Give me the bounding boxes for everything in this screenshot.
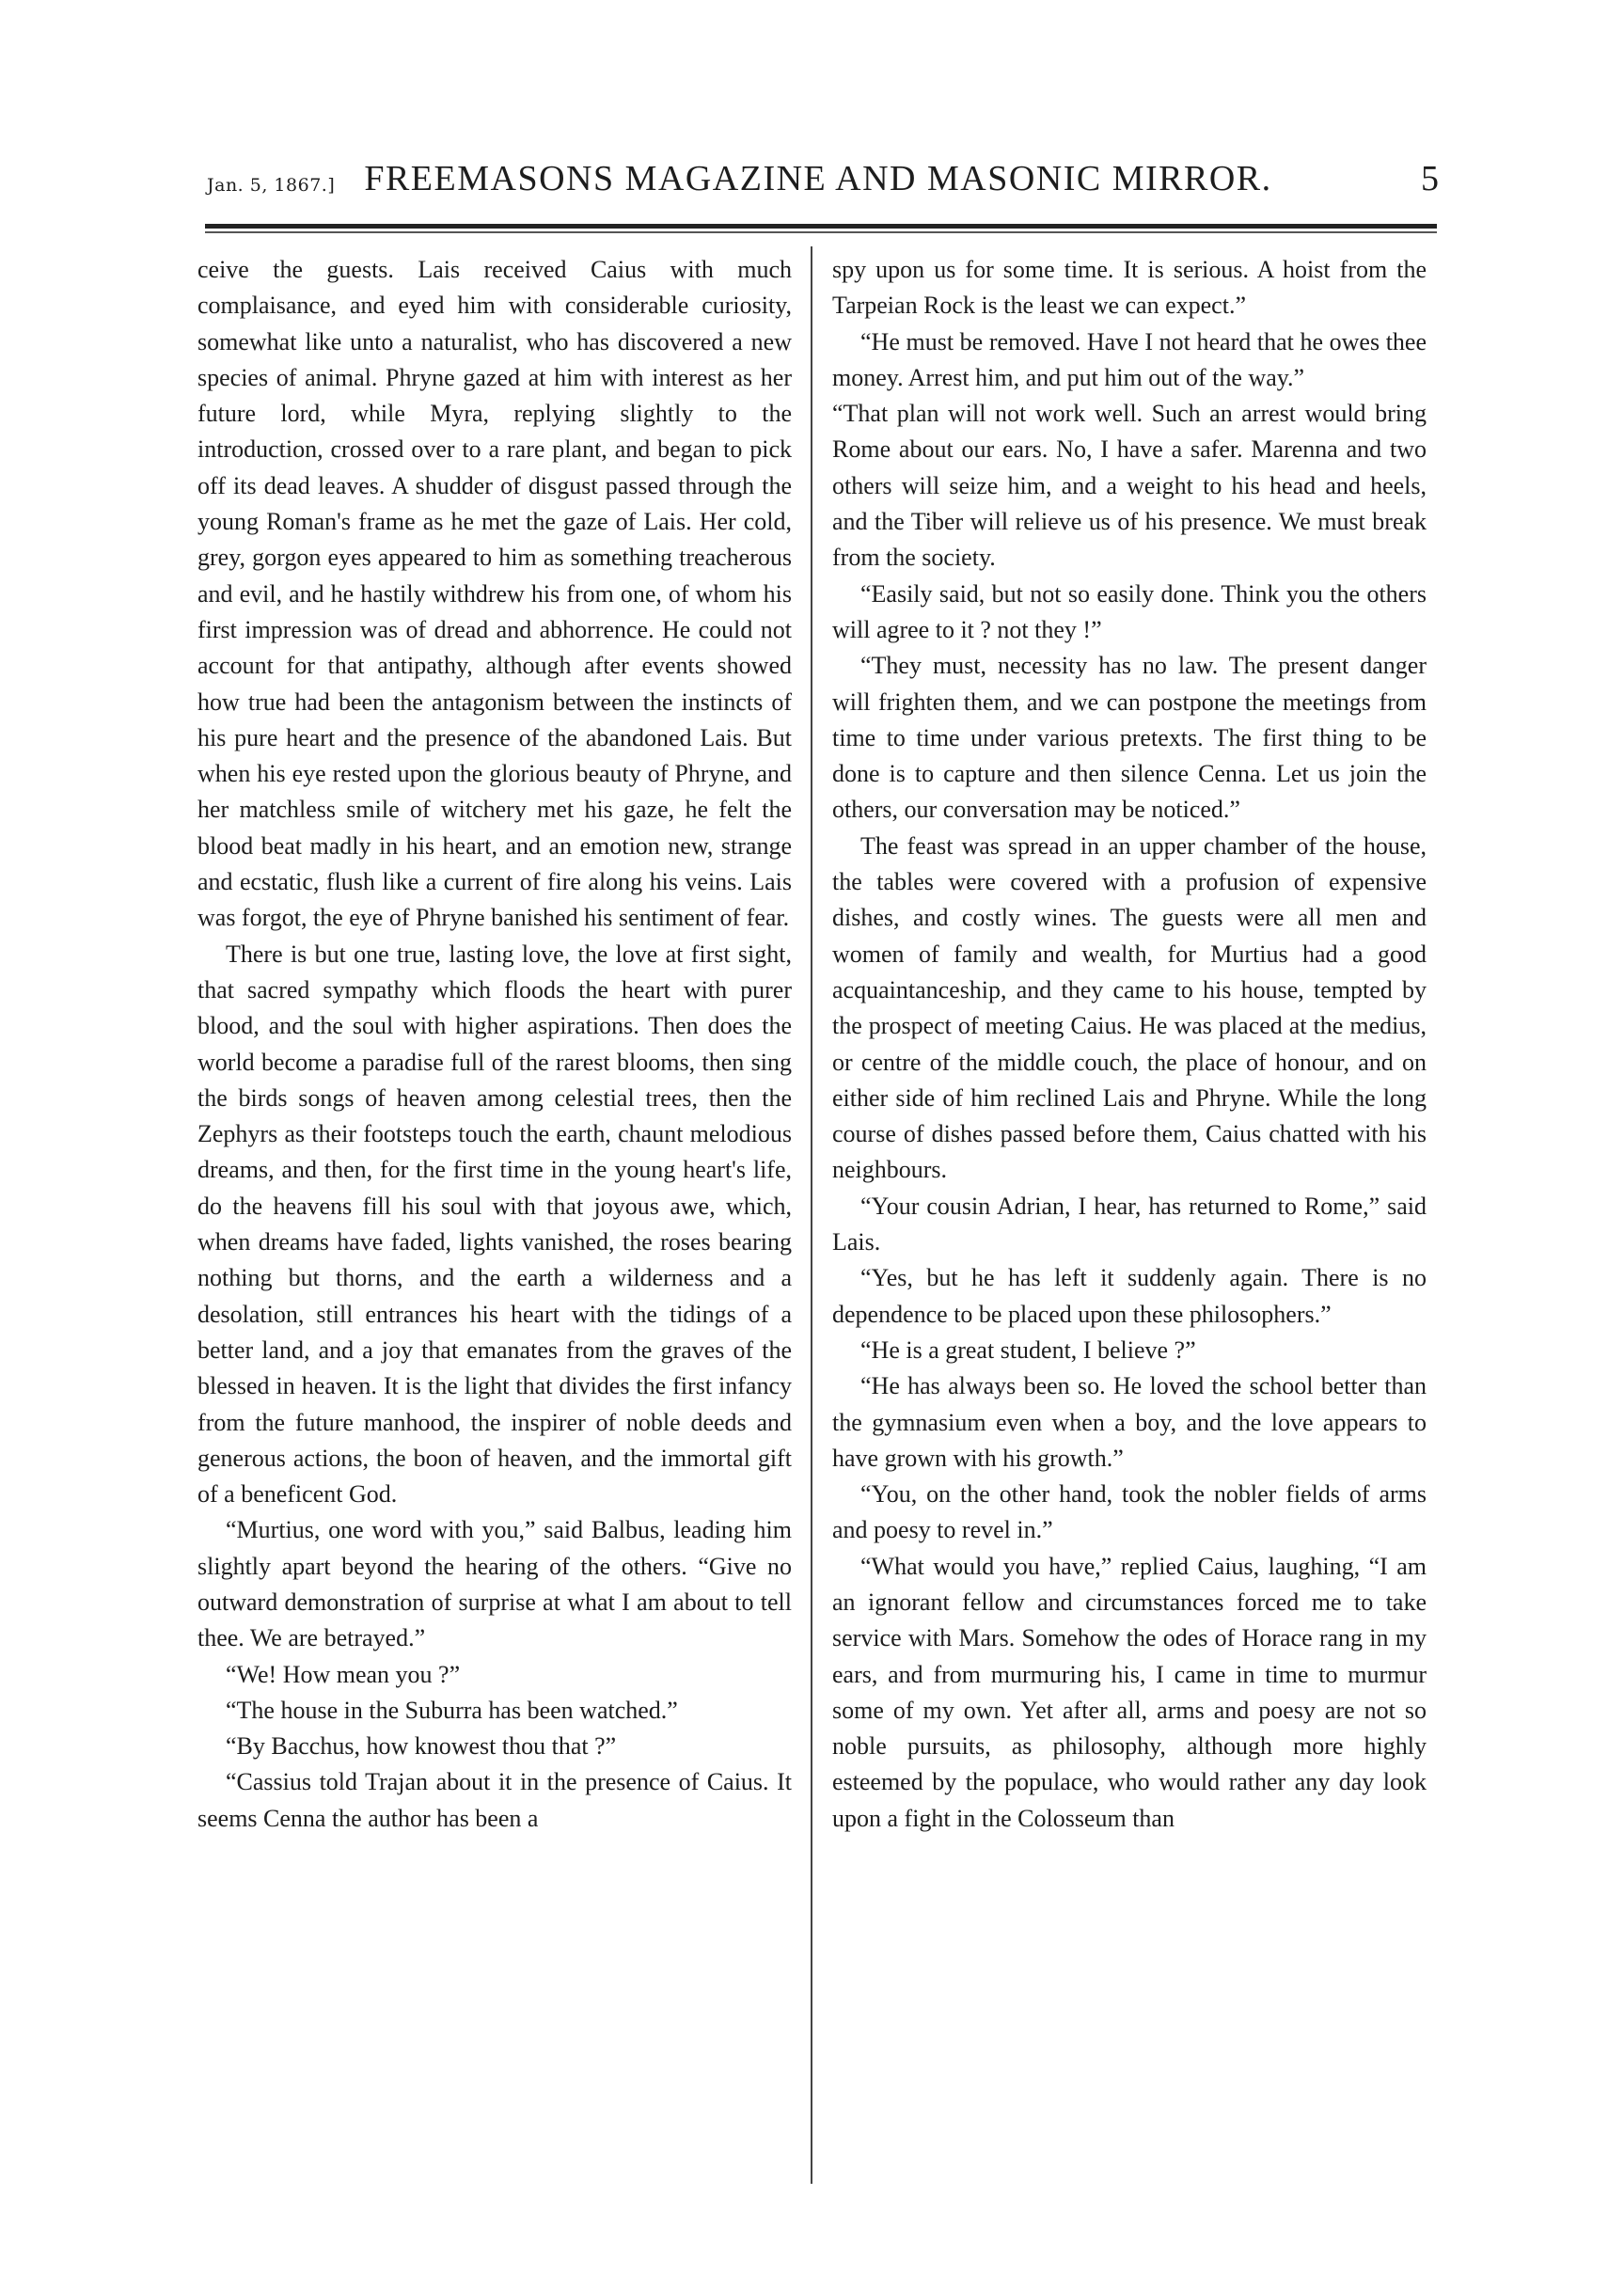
paragraph: “He has always been so. He loved the school better than the gymnasium even when a boy, and the love appears to have grown with his growth.” (832, 1372, 1427, 1472)
right-column (832, 252, 1427, 1837)
paragraph: “Yes, but he has left it suddenly again. There is no dependence to be placed upon these philosophers.” (832, 1264, 1427, 1328)
header-rule (205, 224, 1437, 229)
paragraph: ceive the guests. Lais received Caius with much complaisance, and eyed him with considerable curiosity, somewhat like unto a naturalist, who has discovered a new species of animal. Phryne gazed at him with interest as her future lord, while Myra, replying slightly to the introduction, crossed over to a rare plant, and began to pick off its dead leaves. A shudder of disgust passed through the young Roman's frame as he met the gaze of Lais. Her cold, grey, gorgon eyes appeared to him as something treacherous and evil, and he hastily withdrew his from one, of whom his first impression was of dread and abhorrence. He could not account for that antipathy, although after events showed how true had been the antagonism between the instincts of his pure heart and the presence of the abandoned Lais. But when his eye rested upon the glorious beauty of Phryne, and her matchless smile of witchery met his gaze, he felt the blood beat madly in his heart, and an emotion new, strange and ecstatic, flush like a current of fire along his veins. Lais was forgot, the eye of Phryne banished his sentiment of fear. (197, 256, 792, 932)
paragraph: “Your cousin Adrian, I hear, has returned to Rome,” said Lais. (832, 1192, 1427, 1256)
paragraph: “That plan will not work well. Such an arrest would bring Rome about our ears. No, I have a safer. Marenna and two others will seize him, and a weight to his head and heels, and the Tiber will relieve us of his presence. We must break from the society. (832, 400, 1427, 572)
page-number: 5 (1421, 159, 1439, 198)
paragraph: “We! How mean you ?” (226, 1660, 461, 1688)
paragraph: “You, on the other hand, took the nobler fields of arms and poesy to revel in.” (832, 1480, 1427, 1544)
paragraph: “What would you have,” replied Caius, laughing, “I am an ignorant fellow and circumstances forced me to take service with Mars. Somehow the odes of Horace rang in my ears, and from murmuring his, I came in time to murmur some of my own. Yet after all, arms and poesy are not so noble pursuits, as philosophy, although more highly esteemed by the populace, who would rather any day look upon a fight in the Colosseum than (832, 1552, 1427, 1832)
paragraph: “By Bacchus, how knowest thou that ?” (226, 1732, 617, 1761)
paragraph: “Murtius, one word with you,” said Balbus, leading him slightly apart beyond the hearing of the others. “Give no outward demonstration of surprise at what I am about to tell thee. We are betrayed.” (197, 1516, 792, 1652)
paragraph: The feast was spread in an upper chamber of the house, the tables were covered with a profusion of expensive dishes, and costly wines. The guests were all men and women of family and wealth, for Murtius had a good acquaintanceship, and they came to his house, tempted by the prospect of meeting Caius. He was placed at the medius, or centre of the middle couch, the place of honour, and on either side of him reclined Lais and Phryne. While the long course of dishes passed before them, Caius chatted with his neighbours. (832, 831, 1427, 1184)
paragraph: “They must, necessity has no law. The present danger will frighten them, and we can postpone the meetings from time to time under various pretexts. The first thing to be done is to capture and then silence Cenna. Let us join the others, our conversation may be noticed.” (832, 652, 1427, 824)
page-header (197, 158, 1439, 205)
left-column (197, 252, 792, 1837)
header-rule-thin (205, 231, 1437, 233)
paragraph: “He must be removed. Have I not heard that he owes thee money. Arrest him, and put him out of the way.” (832, 327, 1427, 391)
paragraph: spy upon us for some time. It is serious. A hoist from the Tarpeian Rock is the least we can expect.” (832, 256, 1427, 320)
paragraph: “Cassius told Trajan about it in the presence of Caius. It seems Cenna the author has been a (197, 1768, 792, 1832)
paragraph: “He is a great student, I believe ?” (860, 1335, 1196, 1364)
column-divider (811, 246, 812, 2184)
issue-date: Jan. 5, 1867.] (207, 175, 336, 196)
paragraph: “Easily said, but not so easily done. Think you the others will agree to it ? not they !” (832, 579, 1427, 643)
paragraph: “The house in the Suburra has been watched.” (226, 1696, 678, 1724)
paragraph: There is but one true, lasting love, the love at first sight, that sacred sympathy which floods the heart with purer blood, and the soul with higher aspirations. Then does the world become a paradise full of the rarest blooms, then sing the birds songs of heaven among celestial trees, then the Zephyrs as their footsteps touch the earth, chaunt melodious dreams, and then, for the first time in the young heart's life, do the heavens fill his soul with that joyous awe, which, when dreams have faded, lights vanished, the roses bearing nothing but thorns, and the earth a wilderness and a desolation, still entrances his heart with the tidings of a better land, and a joy that emanates from the graves of the blessed in heaven. It is the light that divides the first infancy from the future manhood, the inspirer of noble deeds and generous actions, the boon of heaven, and the immortal gift of a beneficent God. (197, 940, 792, 1509)
magazine-title: FREEMASONS MAGAZINE AND MASONIC MIRROR. (364, 159, 1272, 198)
